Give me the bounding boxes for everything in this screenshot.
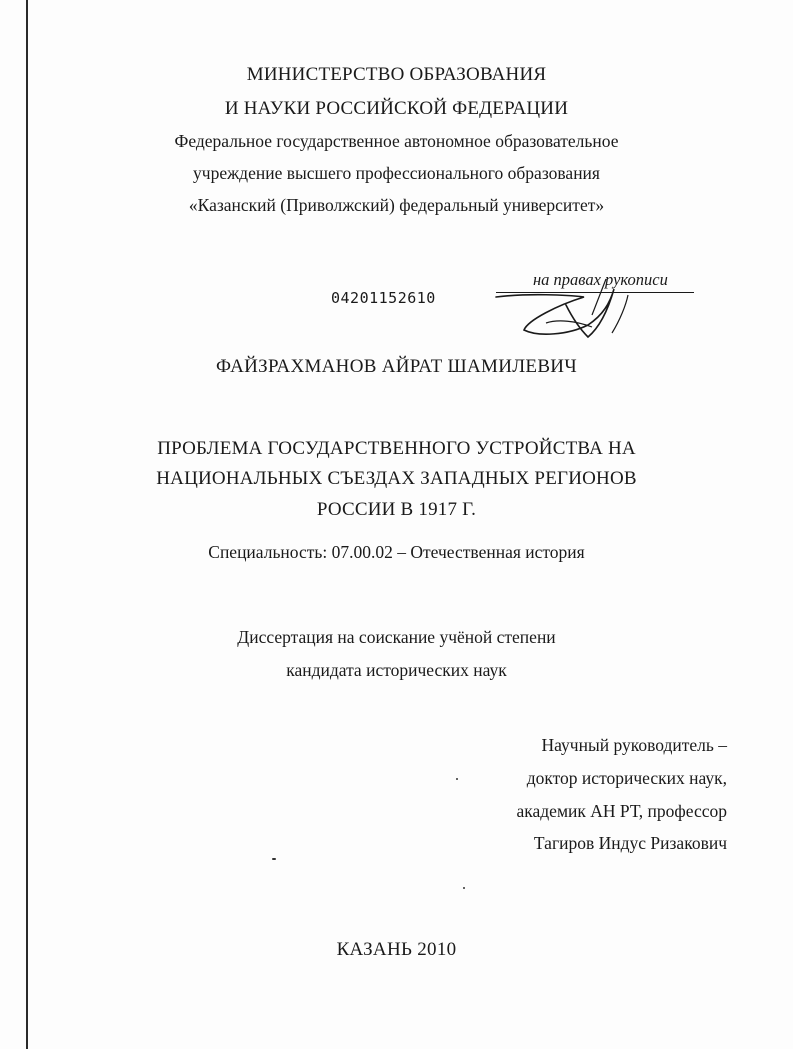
institution-line-2: учреждение высшего профессионального образования bbox=[193, 163, 600, 183]
institution-line-1: Федеральное государственное автономное образовательное bbox=[174, 131, 619, 151]
degree-line-2: кандидата исторических наук bbox=[286, 660, 507, 680]
title-line-2: НАЦИОНАЛЬНЫХ СЪЕЗДАХ ЗАПАДНЫХ РЕГИОНОВ bbox=[156, 468, 637, 489]
title-line-1: ПРОБЛЕМА ГОСУДАРСТВЕННОГО УСТРОЙСТВА НА bbox=[157, 438, 636, 459]
rights-notice: на правах рукописи bbox=[533, 270, 668, 289]
ministry-line-2: И НАУКИ РОССИЙСКОЙ ФЕДЕРАЦИИ bbox=[224, 98, 569, 119]
institution-line-3: «Казанский (Приволжский) федеральный университет» bbox=[188, 195, 605, 215]
supervisor-line-4: Тагиров Индус Ризакович bbox=[533, 833, 727, 853]
supervisor-line-1: Научный руководитель – bbox=[541, 735, 727, 755]
registration-number: 04201152610 bbox=[331, 289, 436, 307]
handwritten-signature-icon bbox=[488, 275, 638, 355]
scan-speck bbox=[272, 858, 276, 860]
author-name: ФАЙЗРАХМАНОВ АЙРАТ ШАМИЛЕВИЧ bbox=[216, 356, 577, 377]
specialty: Специальность: 07.00.02 – Отечественная история bbox=[208, 542, 585, 562]
scan-edge-line bbox=[26, 0, 28, 1049]
degree-line-1: Диссертация на соискание учёной степени bbox=[237, 627, 556, 647]
scan-speck bbox=[463, 887, 465, 889]
scan-speck bbox=[456, 778, 458, 780]
city-year: КАЗАНЬ 2010 bbox=[336, 939, 457, 960]
supervisor-line-3: академик АН РТ, профессор bbox=[516, 801, 727, 821]
ministry-line-1: МИНИСТЕРСТВО ОБРАЗОВАНИЯ bbox=[246, 64, 547, 85]
title-line-3: РОССИИ В 1917 Г. bbox=[316, 499, 477, 520]
supervisor-line-2: доктор исторических наук, bbox=[526, 768, 727, 788]
